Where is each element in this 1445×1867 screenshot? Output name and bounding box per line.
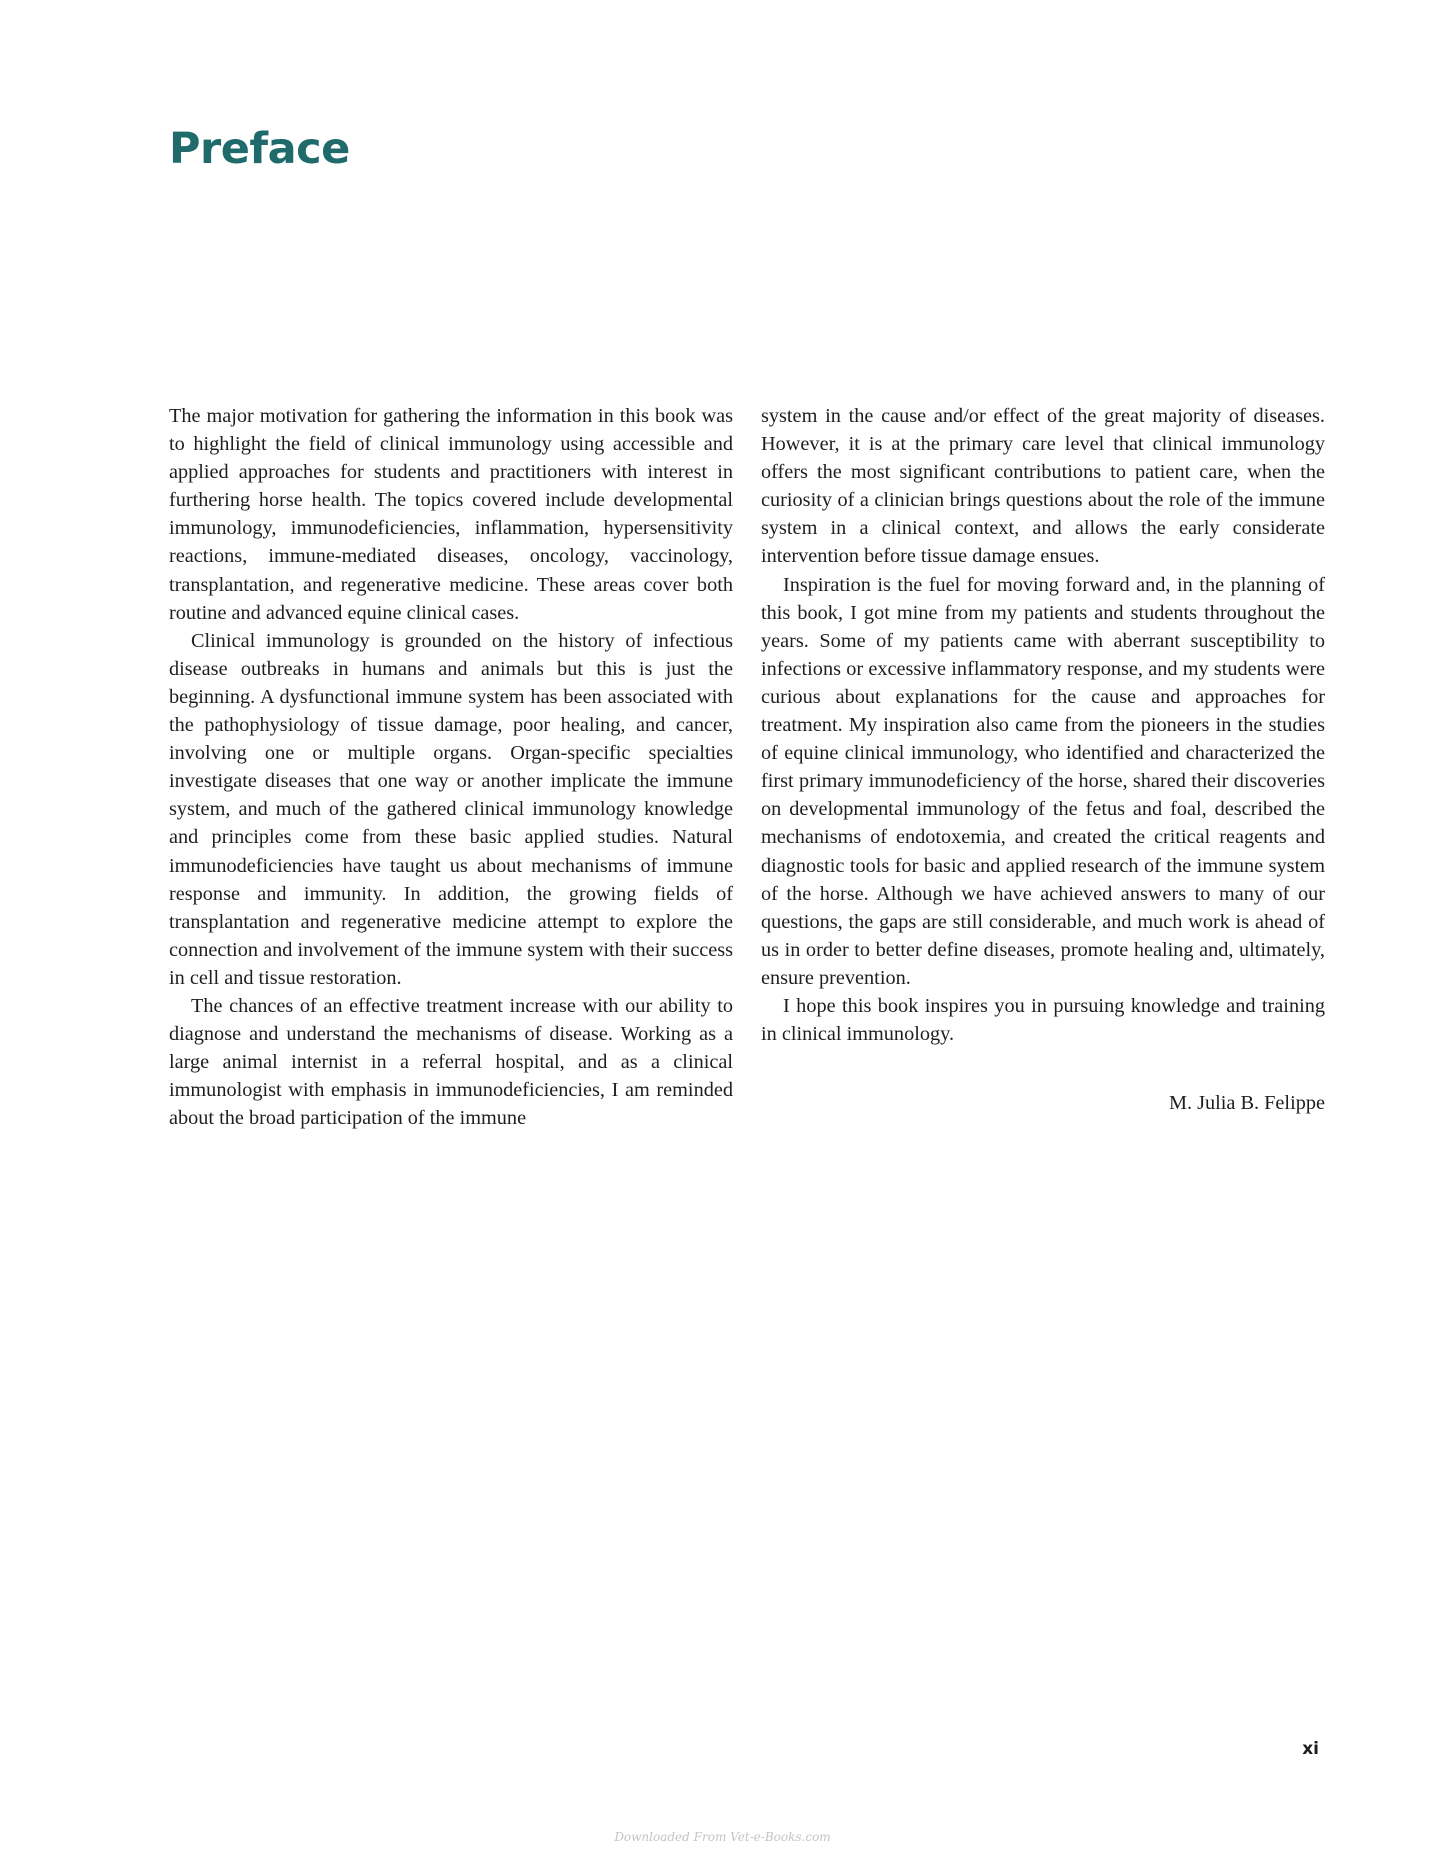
page-title: Preface	[169, 124, 350, 174]
paragraph: The chances of an effective treatment increase with our ability to diagnose and understand the mechanisms of disease. Working as a large animal internist in a referral hospital, and as a clinical immunologist with emphasis in immunodeficiencies, I am reminded about the broad participation of the immune	[169, 994, 733, 1130]
paragraph: The major motivation for gathering the information in this book was to highlight the field of clinical immunology using accessible and applied approaches for students and practitioners with interest in furthering horse health. The topics covered include developmental immunology, immunodeficiencies, inflammation, hypersensitivity reactions, immune-mediated diseases, oncology, vaccinology, transplantation, and regenerative medicine. These areas cover both routine and advanced equine clinical cases.	[169, 405, 733, 624]
page-number: xi	[1302, 1739, 1319, 1759]
paragraph: Clinical immunology is grounded on the history of infectious disease outbreaks in humans and animals but this is just the beginning. A dysfunctional immune system has been associated with the pathophysiology of tissue damage, poor healing, and cancer, involving one or multiple organs. Organ-specific specialties investigate diseases that one way or another implicate the immune system, and much of the gathered clinical immunology knowledge and principles come from these basic applied studies. Natural immunodeficiencies have taught us about mechanisms of immune response and immunity. In addition, the growing fields of transplantation and regenerative medicine attempt to explore the connection and involvement of the immune system with their success in cell and tissue restoration.	[169, 629, 733, 989]
paragraph: system in the cause and/or effect of the great majority of diseases. However, it is at the primary care level that clinical immunology offers the most significant contributions to patient care, when the curiosity of a clinician brings questions about the role of the immune system in a clinical context, and allows the early considerate intervention before tissue damage ensues.	[761, 405, 1325, 568]
paragraph: Inspiration is the fuel for moving forward and, in the planning of this book, I got mine from my patients and students throughout the years. Some of my patients came with aberrant susceptibility to infections or excessive inflammatory response, and my students were curious about explanations for the cause and approaches for treatment. My inspiration also came from the pioneers in the studies of equine clinical immunology, who identified and characterized the first primary immunodeficiency of the horse, shared their discoveries on developmental immunology of the fetus and foal, described the mechanisms of endotoxemia, and created the critical reagents and diagnostic tools for basic and applied research of the immune system of the horse. Although we have achieved answers to many of our questions, the gaps are still considerable, and much work is ahead of us in order to better define diseases, promote healing and, ultimately, ensure prevention.	[761, 573, 1325, 989]
download-watermark: Downloaded From Vet-e-Books.com	[614, 1830, 831, 1844]
left-column	[169, 402, 733, 1132]
author-signature: M. Julia B. Felippe	[1168, 1092, 1325, 1115]
preface-body	[169, 402, 1325, 1132]
paragraph: I hope this book inspires you in pursuing knowledge and training in clinical immunology.	[761, 994, 1325, 1046]
right-column	[761, 402, 1325, 1132]
